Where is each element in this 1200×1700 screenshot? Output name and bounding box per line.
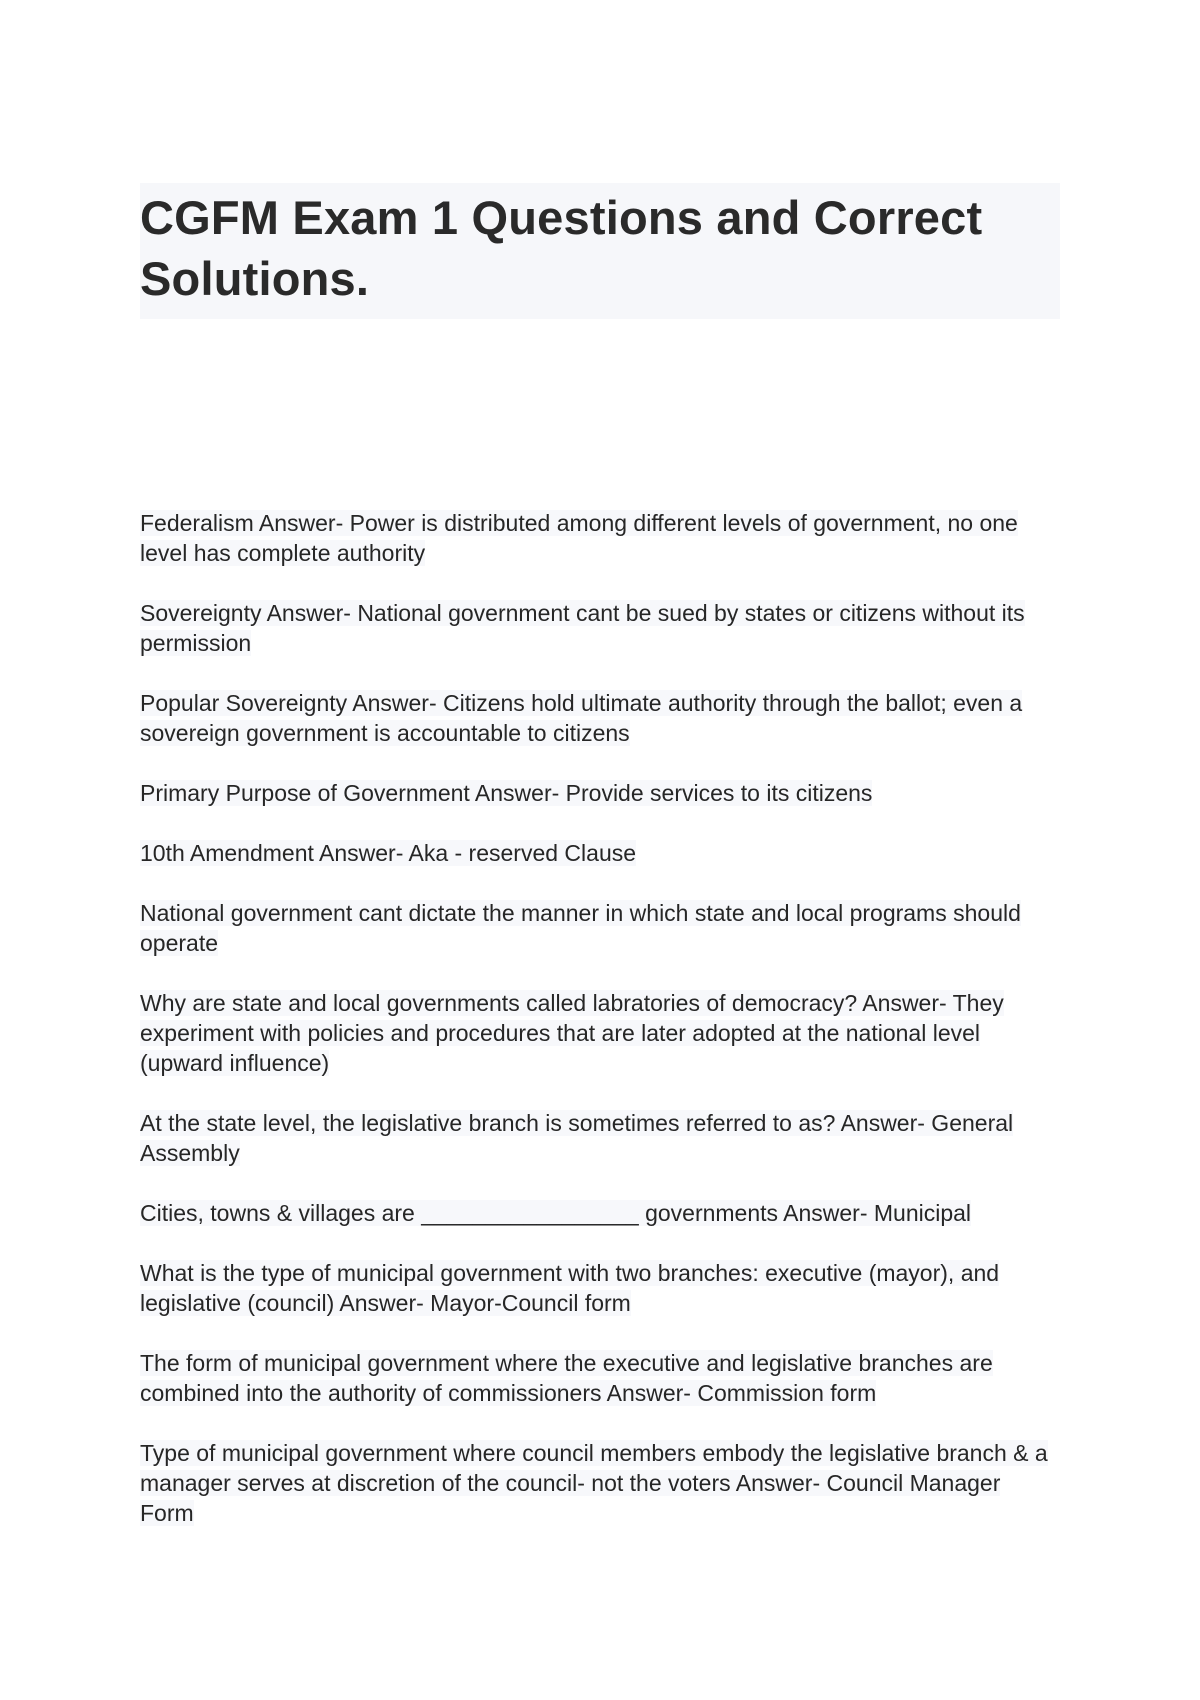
qa-item-council-manager: Type of municipal government where council members embody the legislative branch & a manager serves at discretion of the council- not the voters Answer- Council Manager Form [140, 1440, 1048, 1526]
qa-item-commission-form: The form of municipal government where the executive and legislative branches are combined into the authority of commissioners Answer- Commission form [140, 1350, 993, 1406]
qa-item-sovereignty: Sovereignty Answer- National government cant be sued by states or citizens without its permission [140, 600, 1025, 656]
qa-item-primary-purpose: Primary Purpose of Government Answer- Provide services to its citizens [140, 780, 873, 806]
qa-item-federalism: Federalism Answer- Power is distributed among different levels of government, no one level has complete authority [140, 510, 1018, 566]
page-title: CGFM Exam 1 Questions and Correct Solutions. [140, 191, 983, 305]
qa-list [140, 508, 1060, 1558]
qa-item-general-assembly: At the state level, the legislative branch is sometimes referred to as? Answer- General Assembly [140, 1110, 1014, 1166]
qa-item-laboratories-of-democracy: Why are state and local governments called labratories of democracy? Answer- They experiment with policies and procedures that are later adopted at the national level (upward influence) [140, 990, 1004, 1076]
qa-item-mayor-council: What is the type of municipal government with two branches: executive (mayor), and legislative (council) Answer- Mayor-Council form [140, 1260, 1000, 1316]
qa-item-national-government: National government cant dictate the manner in which state and local programs should operate [140, 900, 1021, 956]
qa-item-municipal: Cities, towns & villages are _________________ governments Answer- Municipal [140, 1200, 972, 1226]
title-block [140, 183, 1060, 319]
qa-item-popular-sovereignty: Popular Sovereignty Answer- Citizens hold ultimate authority through the ballot; even a sovereign government is accountable to citizens [140, 690, 1023, 746]
qa-item-10th-amendment: 10th Amendment Answer- Aka - reserved Clause [140, 840, 637, 866]
